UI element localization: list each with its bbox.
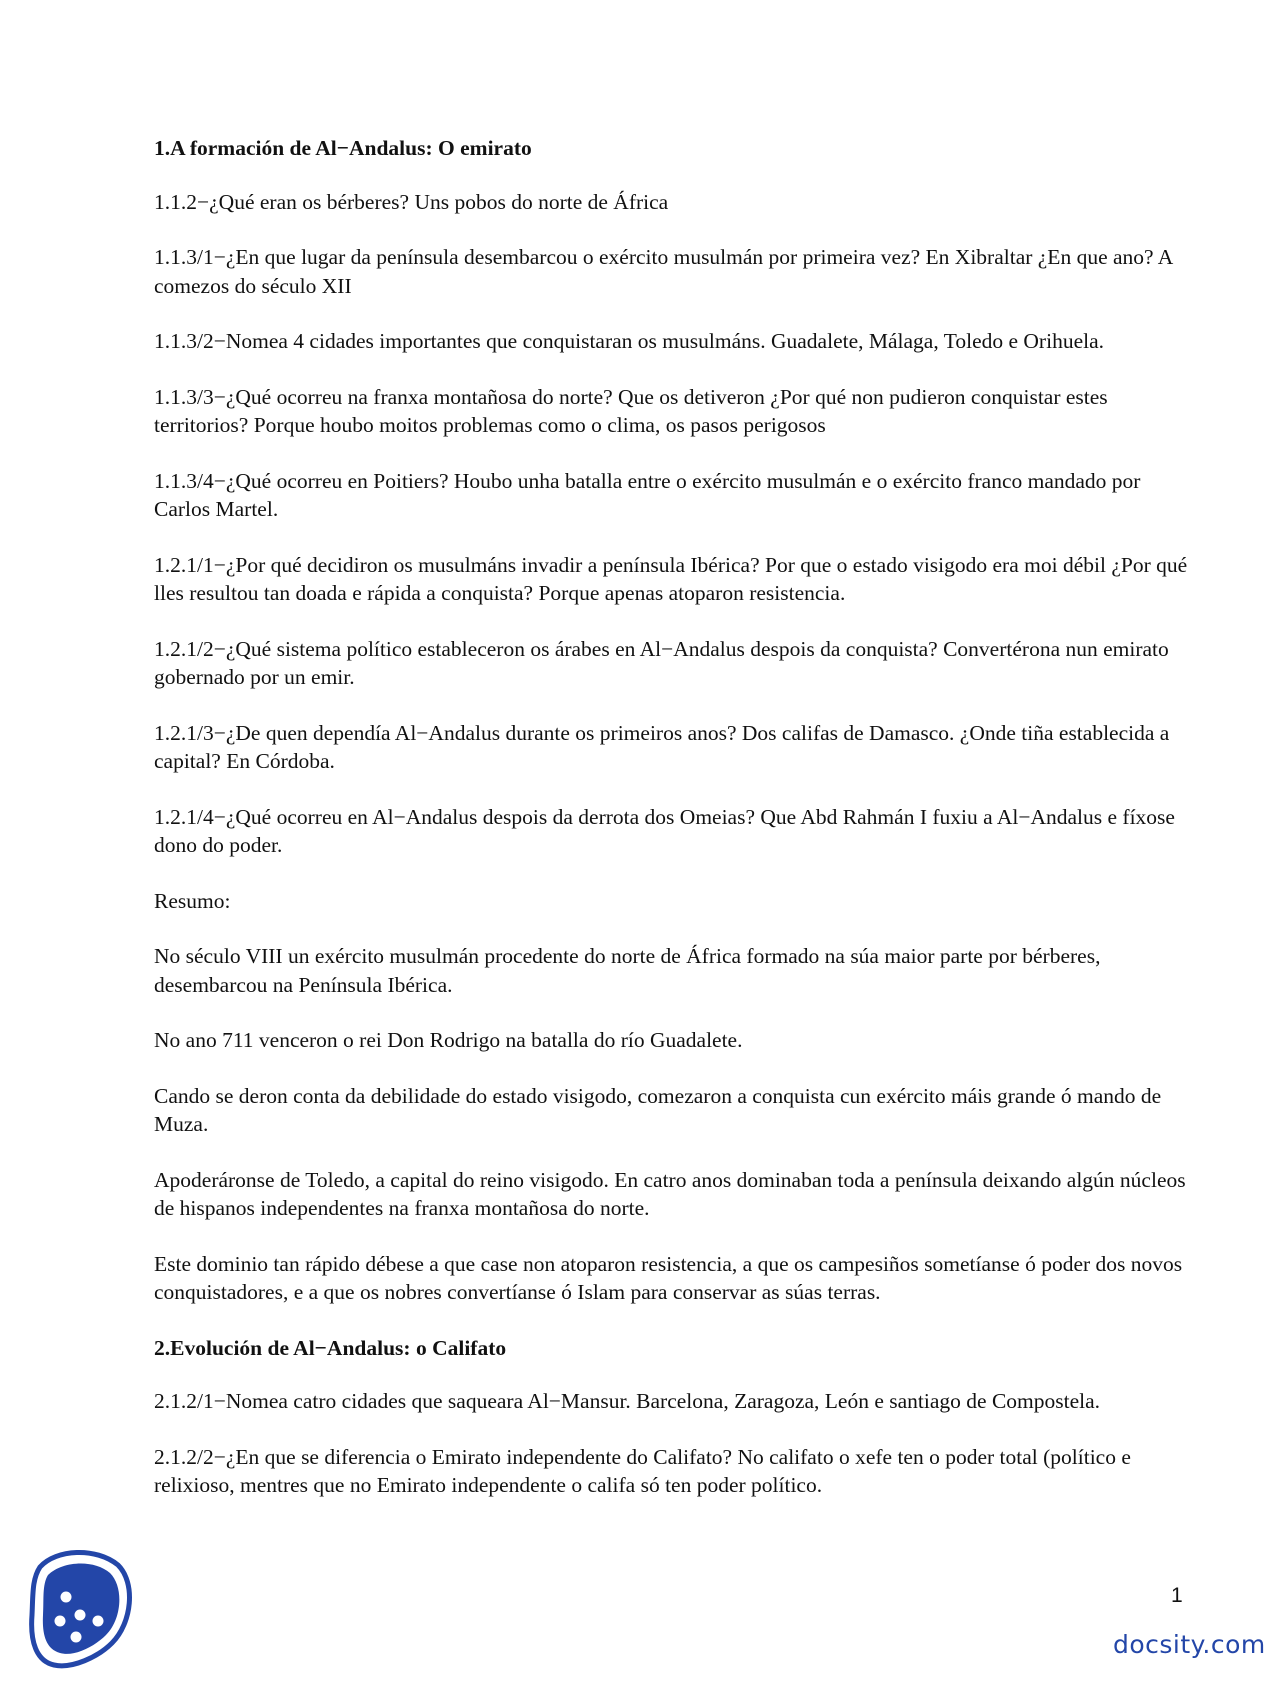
question-1-1-3-4: 1.1.3/4−¿Qué ocorreu en Poitiers? Houbo unha batalla entre o exército musulmán e o exército franco mandado por Carlos Martel. (154, 468, 1141, 521)
section-1-title: 1.A formación de Al−Andalus: O emirato (154, 136, 532, 160)
question-1-1-3-1: 1.1.3/1−¿En que lugar da península desembarcou o exército musulmán por primeira vez? En Xibraltar ¿En que ano? A comezos do século XII (154, 245, 1173, 298)
docsity-logo-icon (26, 1545, 136, 1671)
summary-paragraph-1: No século VIII un exército musulmán procedente do norte de África formado na súa maior parte por bérberes, desembarcou na Península Ibérica. (154, 944, 1101, 997)
summary-paragraph-2: No ano 711 venceron o rei Don Rodrigo na batalla do río Guadalete. (154, 1028, 743, 1052)
page-number: 1 (1171, 1584, 1183, 1607)
question-1-2-1-2: 1.2.1/2−¿Qué sistema político estableceron os árabes en Al−Andalus despois da conquista? Convertérona nun emirato gobernado por un emir. (154, 636, 1169, 689)
summary-label: Resumo: (154, 888, 231, 913)
question-1-1-3-3: 1.1.3/3−¿Qué ocorreu na franxa montañosa do norte? Que os detiveron ¿Por qué non pudieron conquistar estes territorios? Porque houbo moitos problemas como o clima, os pasos perigosos (154, 384, 1108, 437)
question-1-2-1-4: 1.2.1/4−¿Qué ocorreu en Al−Andalus despois da derrota dos Omeias? Que Abd Rahmán I fuxiu a Al−Andalus e fíxose dono do poder. (154, 804, 1175, 857)
document-body (154, 134, 1194, 1527)
docsity-watermark: docsity.com (1113, 1630, 1266, 1659)
summary-paragraph-3: Cando se deron conta da debilidade do estado visigodo, comezaron a conquista cun exército máis grande ó mando de Muza. (154, 1083, 1162, 1136)
question-1-2-1-1: 1.2.1/1−¿Por qué decidiron os musulmáns invadir a península Ibérica? Por que o estado visigodo era moi débil ¿Por qué lles resultou tan doada e rápida a conquista? Porque apenas atoparon resistencia. (154, 552, 1188, 605)
summary-paragraph-5: Este dominio tan rápido débese a que case non atoparon resistencia, a que os campesiños sometíanse ó poder dos novos conquistadores, e a que os nobres convertíanse ó Islam para conservar as súas terras. (154, 1251, 1183, 1304)
question-1-2-1-3: 1.2.1/3−¿De quen dependía Al−Andalus durante os primeiros anos? Dos califas de Damasco. ¿Onde tiña establecida a capital? En Córdoba. (154, 720, 1170, 773)
question-2-1-2-1: 2.1.2/1−Nomea catro cidades que saqueara Al−Mansur. Barcelona, Zaragoza, León e santiago de Compostela. (154, 1389, 1101, 1413)
question-2-1-2-2: 2.1.2/2−¿En que se diferencia o Emirato independente do Califato? No califato o xefe ten o poder total (político e relixioso, mentres que no Emirato independente o califa só ten poder político. (154, 1444, 1131, 1497)
question-1-1-2: 1.1.2−¿Qué eran os bérberes? Uns pobos do norte de África (154, 189, 669, 214)
summary-paragraph-4: Apoderáronse de Toledo, a capital do reino visigodo. En catro anos dominaban toda a península deixando algún núcleos de hispanos independentes na franxa montañosa do norte. (154, 1167, 1186, 1220)
question-1-1-3-2: 1.1.3/2−Nomea 4 cidades importantes que conquistaran os musulmáns. Guadalete, Málaga, Toledo e Orihuela. (154, 329, 1104, 353)
section-2-title: 2.Evolución de Al−Andalus: o Califato (154, 1335, 507, 1360)
